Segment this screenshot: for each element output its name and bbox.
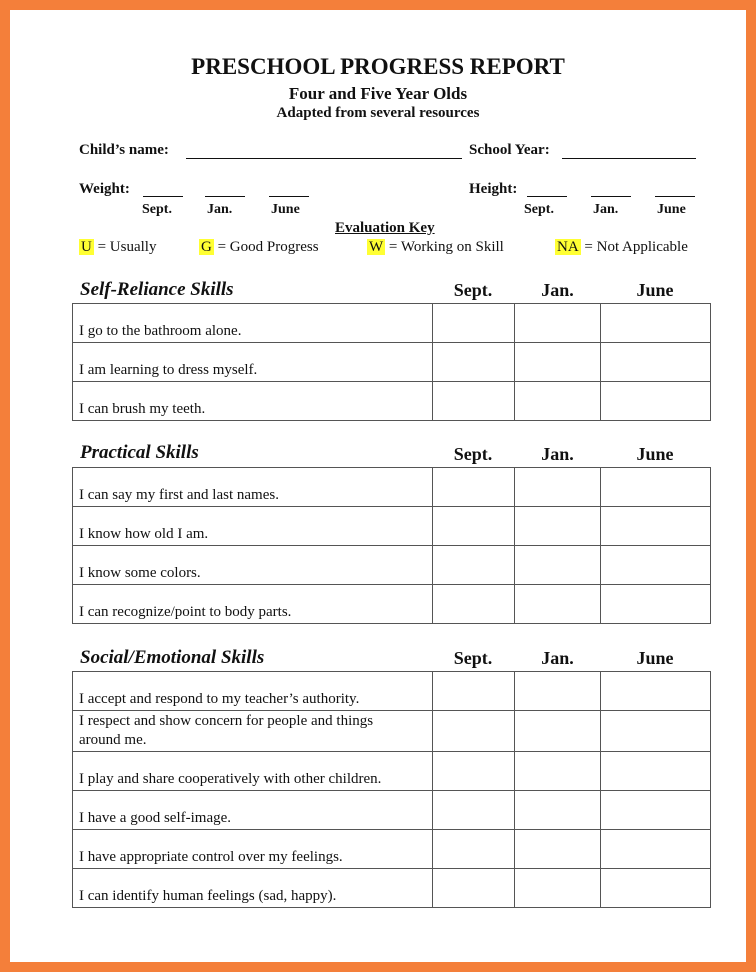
rating-cell-jan[interactable] [515, 869, 601, 908]
rating-cell-june[interactable] [601, 546, 711, 585]
rating-cell-jan[interactable] [515, 791, 601, 830]
rating-cell-sept[interactable] [433, 711, 515, 752]
rating-cell-jan[interactable] [515, 304, 601, 343]
skill-label: I am learning to dress myself. [73, 343, 433, 382]
rating-cell-jan[interactable] [515, 507, 601, 546]
page-subtitle: Four and Five Year Olds [288, 84, 468, 103]
height-sept-field[interactable] [527, 196, 567, 197]
rating-cell-jan[interactable] [515, 830, 601, 869]
rating-cell-jan[interactable] [515, 711, 601, 752]
table-row [73, 304, 711, 343]
rating-cell-sept[interactable] [433, 546, 515, 585]
rating-cell-sept[interactable] [433, 382, 515, 421]
weight-june-label: June [271, 202, 300, 217]
skill-label: I can say my first and last names. [73, 468, 433, 507]
table-row [73, 546, 711, 585]
rating-cell-jan[interactable] [515, 672, 601, 711]
key-text-w: = Working on Skill [388, 239, 504, 255]
table-row [73, 468, 711, 507]
rating-cell-june[interactable] [601, 869, 711, 908]
col-head-jan: Jan. [541, 444, 574, 464]
rating-cell-june[interactable] [601, 585, 711, 624]
weight-sept-field[interactable] [143, 196, 183, 197]
child-name-label: Child’s name: [79, 142, 169, 158]
rating-cell-june[interactable] [601, 343, 711, 382]
col-head-sept: Sept. [453, 280, 493, 300]
table-row [73, 343, 711, 382]
rating-cell-sept[interactable] [433, 869, 515, 908]
rating-cell-jan[interactable] [515, 468, 601, 507]
rating-cell-june[interactable] [601, 304, 711, 343]
rating-cell-june[interactable] [601, 711, 711, 752]
table-row [73, 869, 711, 908]
rating-cell-jan[interactable] [515, 343, 601, 382]
child-name-field[interactable] [186, 158, 462, 159]
key-item-good-progress [199, 239, 319, 256]
skill-label: I play and share cooperatively with other children. [73, 752, 433, 791]
rating-cell-sept[interactable] [433, 672, 515, 711]
weight-jan-label: Jan. [207, 202, 233, 217]
school-year-field[interactable] [562, 158, 696, 159]
rating-cell-jan[interactable] [515, 382, 601, 421]
table-row [73, 507, 711, 546]
height-label: Height: [469, 181, 518, 197]
table-row [73, 585, 711, 624]
rating-cell-june[interactable] [601, 830, 711, 869]
evaluation-key-title: Evaluation Key [335, 220, 435, 236]
skill-label: I go to the bathroom alone. [73, 304, 433, 343]
key-item-usually [79, 239, 156, 256]
key-code-u: U [81, 239, 92, 255]
page-title: PRESCHOOL PROGRESS REPORT [191, 54, 565, 79]
col-head-jan: Jan. [541, 280, 574, 300]
skill-label: I have appropriate control over my feelings. [73, 830, 433, 869]
key-text-na: = Not Applicable [584, 239, 688, 255]
rating-cell-jan[interactable] [515, 546, 601, 585]
weight-june-field[interactable] [269, 196, 309, 197]
rating-cell-sept[interactable] [433, 585, 515, 624]
table-row [73, 711, 711, 752]
rating-cell-june[interactable] [601, 672, 711, 711]
table-row [73, 791, 711, 830]
section-title-practical: Practical Skills [80, 442, 199, 463]
rating-cell-jan[interactable] [515, 752, 601, 791]
skill-label: I accept and respond to my teacher’s authority. [73, 672, 433, 711]
height-jan-label: Jan. [593, 202, 619, 217]
section-title-self-reliance: Self-Reliance Skills [80, 279, 234, 300]
skill-label: I can identify human feelings (sad, happy). [73, 869, 433, 908]
self-reliance-table [72, 303, 711, 421]
rating-cell-june[interactable] [601, 752, 711, 791]
skill-label: I know some colors. [73, 546, 433, 585]
height-jan-field[interactable] [591, 196, 631, 197]
col-head-june: June [636, 280, 674, 300]
col-head-sept: Sept. [453, 444, 493, 464]
skill-label: I can brush my teeth. [73, 382, 433, 421]
rating-cell-sept[interactable] [433, 343, 515, 382]
rating-cell-sept[interactable] [433, 507, 515, 546]
rating-cell-june[interactable] [601, 468, 711, 507]
col-head-june: June [636, 444, 674, 464]
skill-label: I have a good self-image. [73, 791, 433, 830]
rating-cell-jan[interactable] [515, 585, 601, 624]
rating-cell-june[interactable] [601, 791, 711, 830]
weight-sept-label: Sept. [142, 202, 172, 217]
skill-label: I know how old I am. [73, 507, 433, 546]
col-head-jan: Jan. [541, 648, 574, 668]
table-row [73, 752, 711, 791]
key-code-w: W [369, 239, 384, 255]
col-head-june: June [636, 648, 674, 668]
section-title-social-emotional: Social/Emotional Skills [80, 647, 265, 668]
key-item-not-applicable [555, 239, 688, 256]
report-page [10, 10, 746, 962]
practical-skills-table [72, 467, 711, 624]
table-row [73, 672, 711, 711]
rating-cell-june[interactable] [601, 507, 711, 546]
rating-cell-sept[interactable] [433, 830, 515, 869]
rating-cell-june[interactable] [601, 382, 711, 421]
social-emotional-table [72, 671, 711, 908]
weight-label: Weight: [79, 181, 130, 197]
rating-cell-sept[interactable] [433, 468, 515, 507]
rating-cell-sept[interactable] [433, 304, 515, 343]
key-item-working-on-skill [367, 239, 504, 256]
key-text-g: = Good Progress [217, 239, 319, 255]
skill-label: I respect and show concern for people and things around me. [73, 711, 433, 752]
rating-cell-sept[interactable] [433, 791, 515, 830]
weight-jan-field[interactable] [205, 196, 245, 197]
skill-label: I can recognize/point to body parts. [73, 585, 433, 624]
key-code-g: G [201, 239, 212, 255]
key-code-na: NA [557, 239, 579, 255]
school-year-label: School Year: [469, 142, 550, 158]
table-row [73, 382, 711, 421]
table-row [73, 830, 711, 869]
page-note: Adapted from several resources [276, 105, 480, 121]
col-head-sept: Sept. [453, 648, 493, 668]
height-june-field[interactable] [655, 196, 695, 197]
rating-cell-sept[interactable] [433, 752, 515, 791]
height-sept-label: Sept. [524, 202, 554, 217]
key-text-u: = Usually [97, 239, 157, 255]
height-june-label: June [657, 202, 686, 217]
